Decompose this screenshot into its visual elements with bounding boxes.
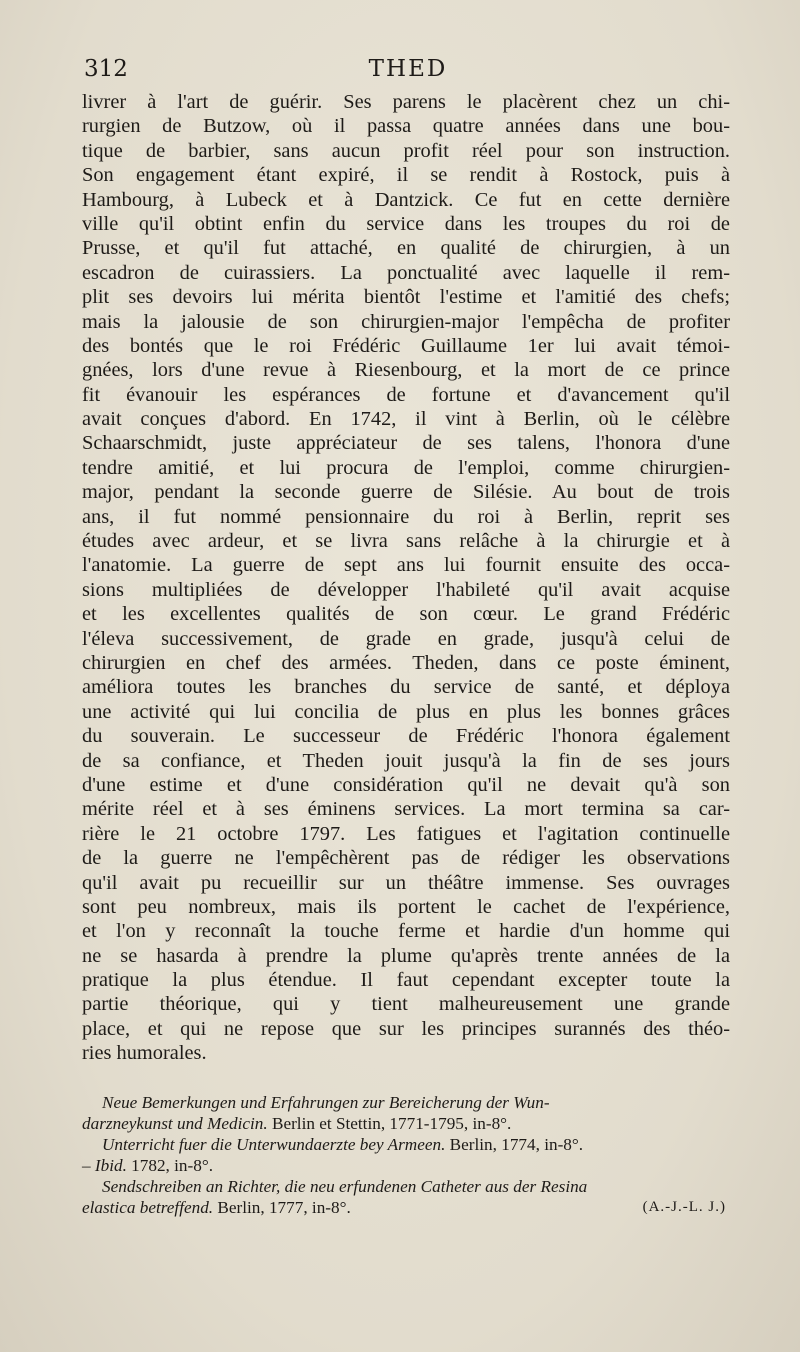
- bibliography-entry: elastica betreffend. Berlin, 1777, in-8°.: [82, 1198, 351, 1217]
- page-header: [84, 56, 732, 88]
- text-line: pratique la plus étendue. Il faut cependant excepter toute la: [82, 969, 730, 992]
- text-line: livrer à l'art de guérir. Ses parens le placèrent chez un chi-: [82, 91, 730, 113]
- text-line: tique de barbier, sans aucun profit réel pour son instruction.: [82, 139, 730, 162]
- text-line: du souverain. Le successeur de Frédéric l'honora également: [82, 725, 730, 748]
- text-line: partie théorique, qui y tient malheureusement une grande: [82, 993, 730, 1016]
- text-line: études avec ardeur, et se livra sans relâche à la chirurgie et à: [82, 530, 730, 553]
- text-line: l'éleva successivement, de grade en grade, jusqu'à celui de: [82, 627, 730, 650]
- text-line: ville qu'il obtint enfin du service dans les troupes du roi de: [82, 212, 730, 235]
- text-line: et les excellentes qualités de son cœur. Le grand Frédéric: [82, 603, 730, 626]
- text-line: de sa confiance, et Theden jouit jusqu'à la fin de ses jours: [82, 749, 730, 772]
- text-line: place, et qui ne repose que sur les principes surannés des théo-: [82, 1017, 730, 1040]
- text-line: rière le 21 octobre 1797. Les fatigues et l'agitation continuelle: [82, 822, 730, 845]
- text-line: mais la jalousie de son chirurgien-major l'empêcha de profiter: [82, 310, 730, 333]
- text-line: sions multipliées de développer l'habileté qu'il avait acquise: [82, 578, 730, 601]
- text-line: ne se hasarda à prendre la plume qu'après trente années de la: [82, 944, 730, 967]
- bibliography-notes: [82, 1092, 732, 1218]
- text-line: mérite réel et à ses éminens services. La mort termina sa car-: [82, 798, 730, 821]
- text-line: fit évanouir les espérances de fortune et d'avancement qu'il: [82, 383, 730, 406]
- text-line: des bontés que le roi Frédéric Guillaume 1er lui avait témoi-: [82, 334, 730, 357]
- bibliography-entry: Sendschreiben an Richter, die neu erfundenen Catheter aus der Resina: [102, 1177, 588, 1196]
- bibliography-entry: – Ibid. 1782, in-8°.: [82, 1156, 213, 1175]
- bibliography-entry: Neue Bemerkungen und Erfahrungen zur Bereicherung der Wun-: [102, 1093, 550, 1112]
- text-line: l'anatomie. La guerre de sept ans lui fournit ensuite des occa-: [82, 554, 730, 577]
- text-line: Hambourg, à Lubeck et à Dantzick. Ce fut en cette dernière: [82, 188, 730, 211]
- text-line: améliora toutes les branches du service de santé, et déploya: [82, 676, 730, 699]
- text-line: gnées, lors d'une revue à Riesenbourg, et la mort de ce prince: [82, 359, 730, 382]
- text-line: de la guerre ne l'empêchèrent pas de rédiger les observations: [82, 847, 730, 870]
- text-line: plit ses devoirs lui mérita bientôt l'estime et l'amitié des chefs;: [82, 286, 730, 309]
- text-line: chirurgien en chef des armées. Theden, dans ce poste éminent,: [82, 651, 730, 674]
- text-line: une activité qui lui concilia de plus en plus les bonnes grâces: [82, 700, 730, 723]
- text-line: Prusse, et qu'il fut attaché, en qualité de chirurgien, à un: [82, 237, 730, 260]
- text-line: ries humorales.: [82, 1042, 207, 1065]
- text-line: sont peu nombreux, mais ils portent le cachet de l'expérience,: [82, 895, 730, 918]
- bibliography-entry: darzneykunst und Medicin. Berlin et Stettin, 1771-1795, in-8°.: [82, 1114, 512, 1133]
- text-line: Schaarschmidt, juste appréciateur de ses talens, l'honora d'une: [82, 432, 730, 455]
- text-line: qu'il avait pu recueillir sur un théâtre immense. Ses ouvrages: [82, 871, 730, 894]
- body-text: [82, 90, 730, 1066]
- text-line: avait conçues d'abord. En 1742, il vint à Berlin, où le célèbre: [82, 408, 730, 431]
- running-head: THED: [368, 56, 448, 82]
- page-number: 312: [84, 56, 128, 82]
- text-line: Son engagement étant expiré, il se rendit à Rostock, puis à: [82, 164, 730, 187]
- text-line: et l'on y reconnaît la touche ferme et hardie d'un homme qui: [82, 920, 730, 943]
- text-line: tendre amitié, et lui procura de l'emploi, comme chirurgien-: [82, 456, 730, 479]
- text-line: rurgien de Butzow, où il passa quatre années dans une bou-: [82, 115, 730, 138]
- bibliography-entry: Unterricht fuer die Unterwundaerzte bey Armeen. Berlin, 1774, in-8°.: [102, 1135, 584, 1154]
- author-signature: (A.-J.-L. J.): [642, 1199, 726, 1215]
- text-line: ans, il fut nommé pensionnaire du roi à Berlin, reprit ses: [82, 505, 730, 528]
- text-line: d'une estime et d'une considération qu'il ne devait qu'à son: [82, 773, 730, 796]
- text-line: major, pendant la seconde guerre de Silésie. Au bout de trois: [82, 481, 730, 504]
- text-line: escadron de cuirassiers. La ponctualité avec laquelle il rem-: [82, 261, 730, 284]
